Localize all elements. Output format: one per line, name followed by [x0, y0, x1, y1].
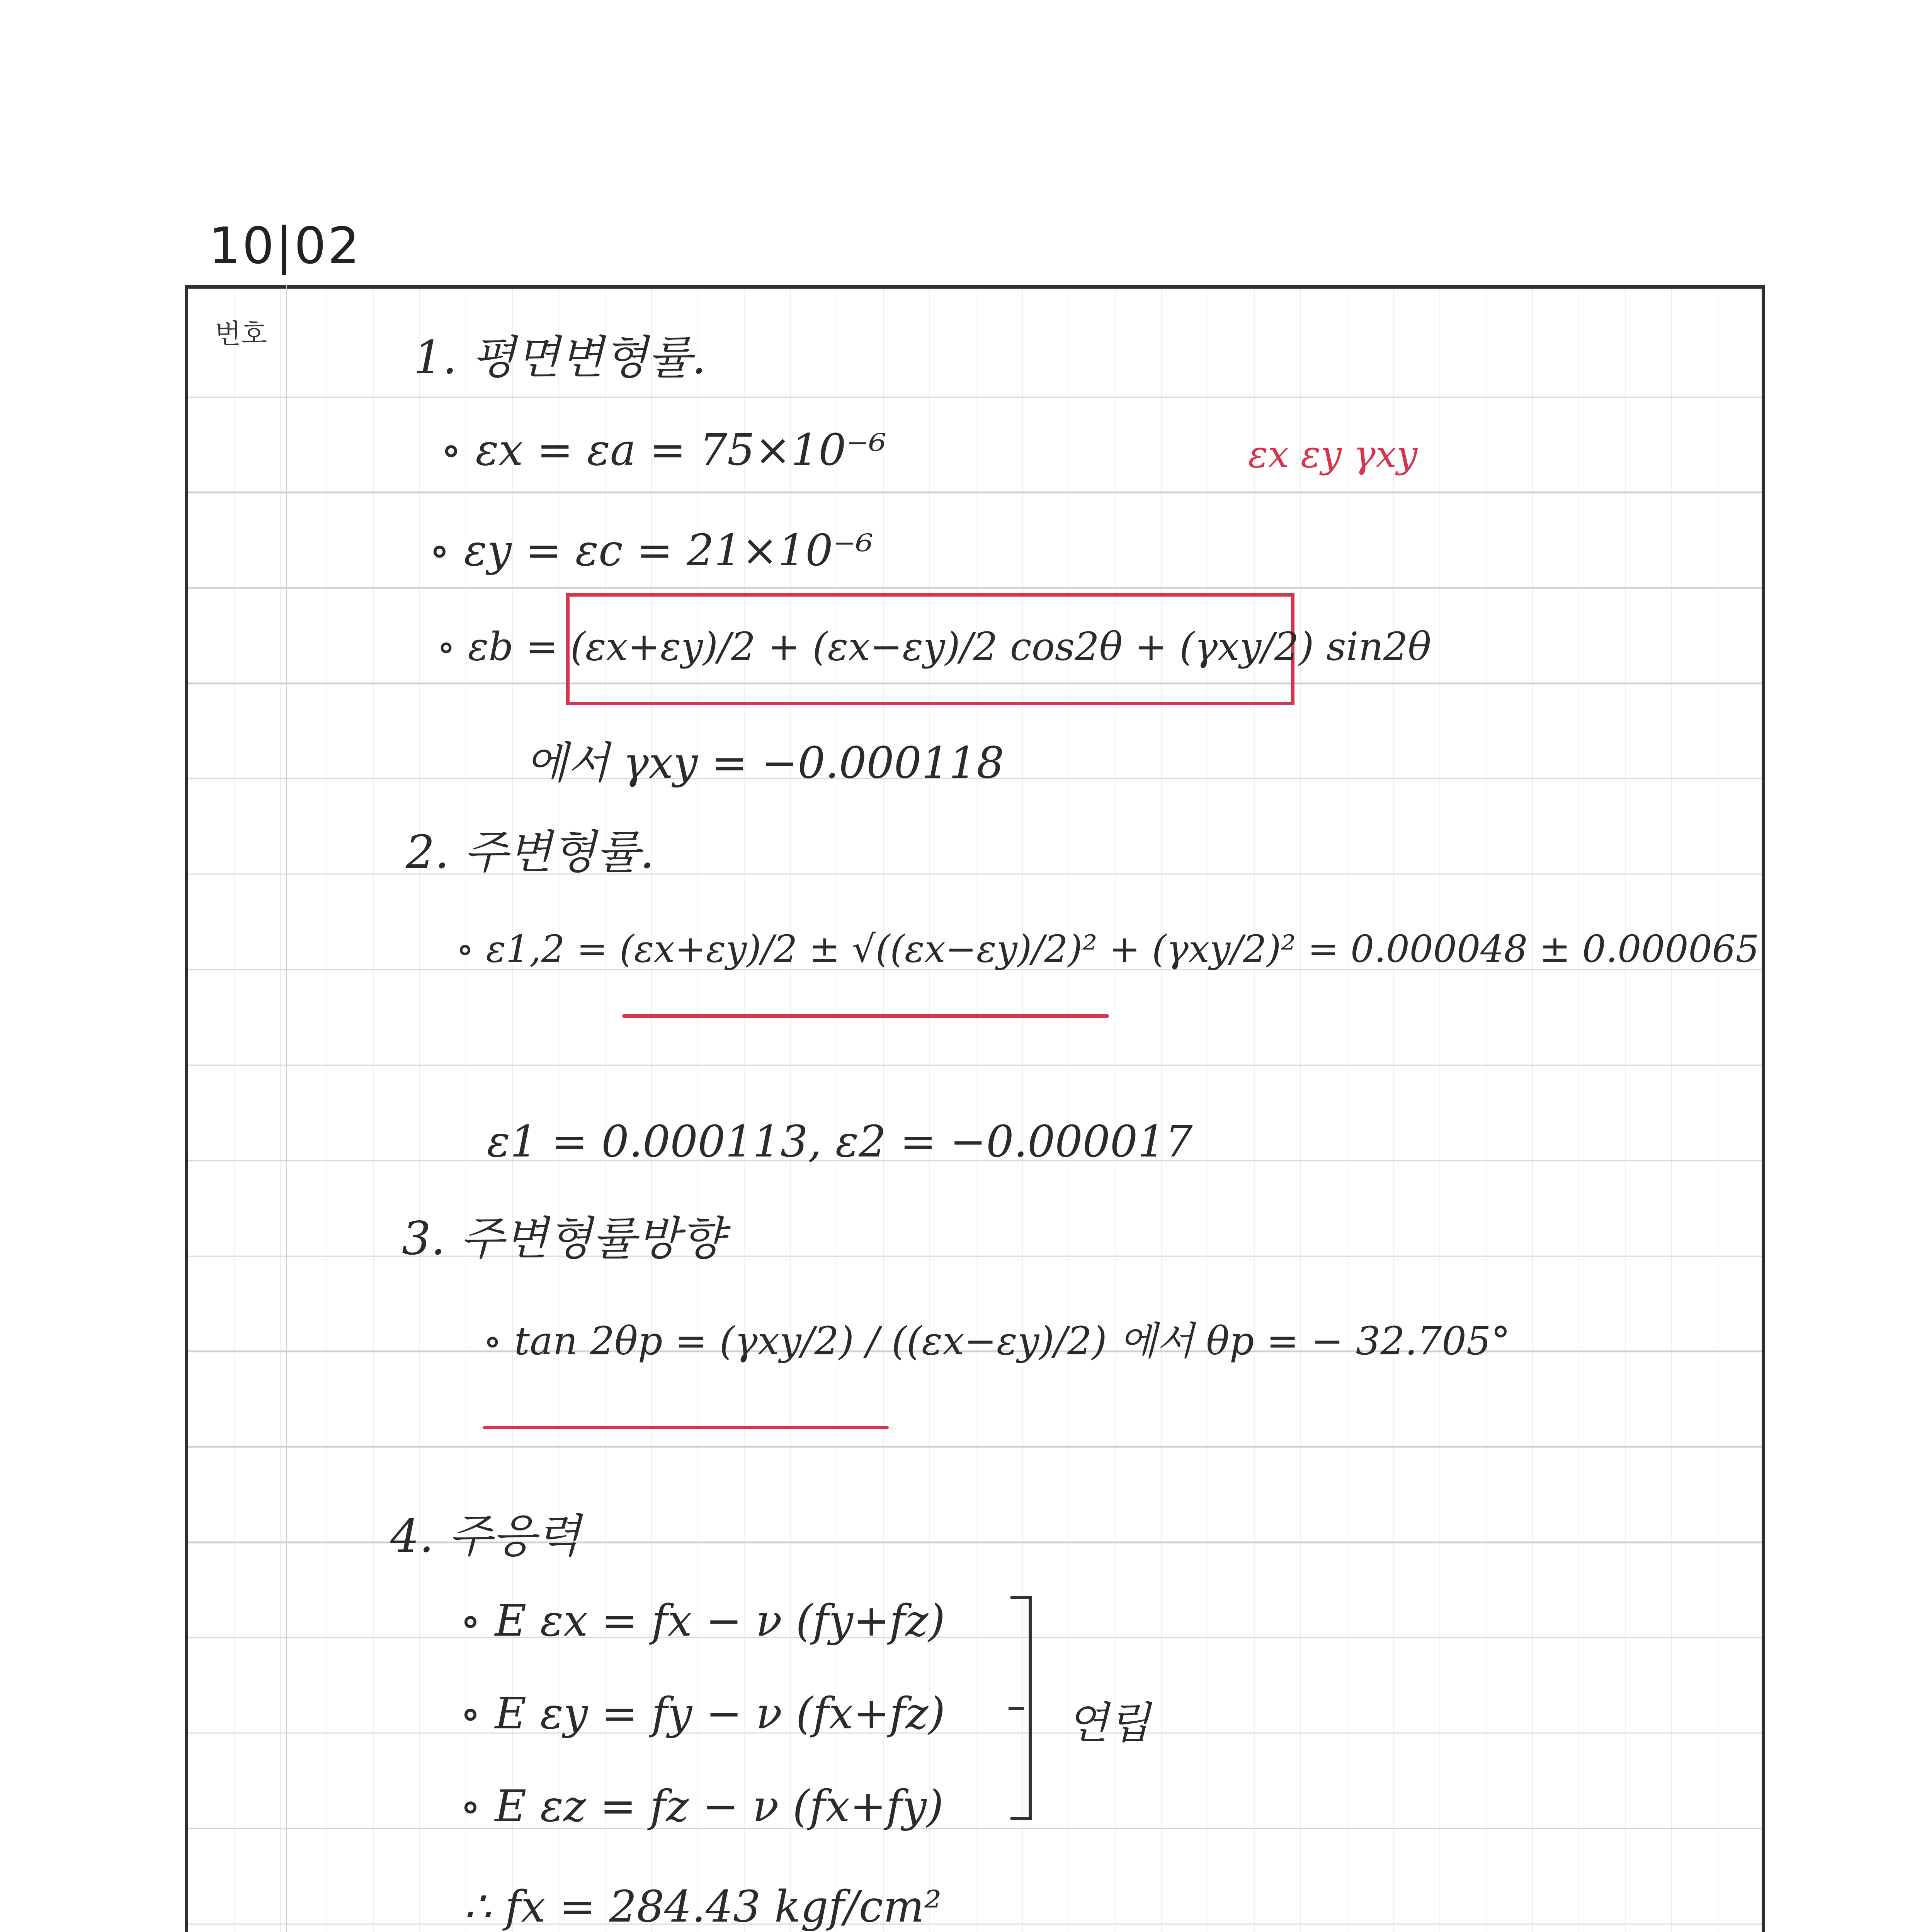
section3-heading: 3. 주변형률방향: [402, 1212, 725, 1265]
section2-line-results: ε1 = 0.000113, ε2 = −0.000017: [487, 1117, 1193, 1167]
side-note-variables: εx εy γxy: [1248, 433, 1418, 476]
section3-red-underline: [483, 1426, 889, 1429]
section1-line-eb: ∘ εb = (εx+εy)/2 + (εx−εy)/2 cos2θ + (γxy/2) sin2θ: [437, 624, 1431, 669]
section1-line-ex: ∘ εx = εa = 75×10⁻⁶: [441, 425, 886, 475]
section2-heading: 2. 주변형률.: [406, 825, 655, 879]
section1-line-ey: ∘ εy = εc = 21×10⁻⁶: [429, 526, 873, 576]
section1-line-gxy: 에서 γxy = −0.000118: [526, 738, 1004, 788]
section2-line-e12: ∘ ε1,2 = (εx+εy)/2 ± √((εx−εy)/2)² + (γxy/2)² = 0.000048 ± 0.000065: [456, 927, 1759, 971]
section4-eq-x: ∘ E εx = fx − ν (fy+fz): [460, 1596, 945, 1646]
result-fx: ∴ fx = 284.43 kgf/cm²: [464, 1882, 942, 1932]
note-sheet: [185, 285, 1765, 1932]
simultaneous-label: 연립: [1067, 1698, 1150, 1748]
section1-heading: 1. 평면변형률.: [413, 331, 706, 384]
section3-line-tan: ∘ tan 2θp = (γxy/2) / ((εx−εy)/2) 에서 θp = − 32.705°: [483, 1318, 1510, 1364]
margin-line: [286, 285, 287, 1932]
number-field-label: 번호: [215, 318, 267, 350]
section4-eq-z: ∘ E εz = fz − ν (fx+fy): [460, 1781, 944, 1832]
section2-red-underline: [622, 1014, 1109, 1018]
document-number: 10|02: [209, 216, 361, 275]
section4-heading: 4. 주응력: [390, 1509, 581, 1563]
bracket-tick: [1009, 1707, 1024, 1710]
section4-eq-y: ∘ E εy = fy − ν (fx+fz): [460, 1689, 946, 1739]
